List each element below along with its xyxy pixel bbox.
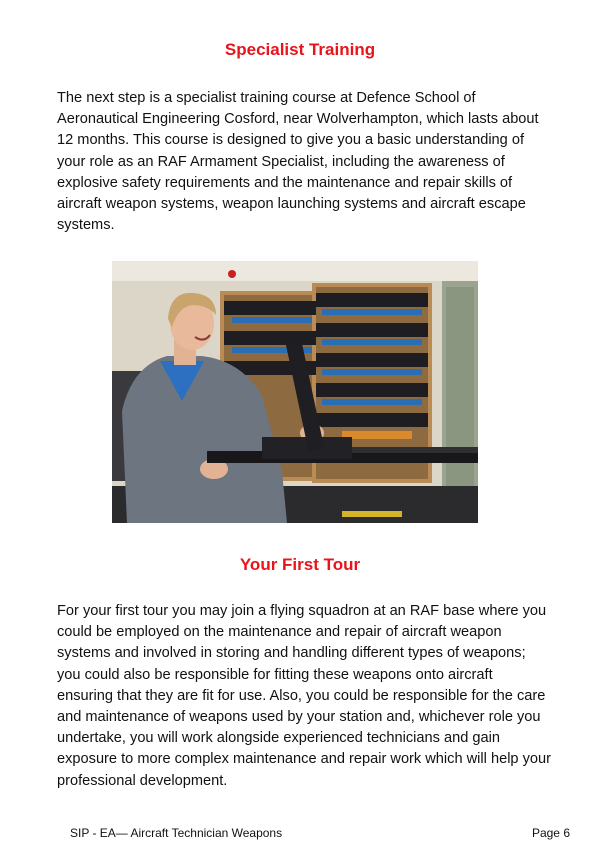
your-first-tour-paragraph: For your first tour you may join a flying squadron at an RAF base where you could be employed on the maintenance and repair of aircraft weapon systems and involved in storing and handling different types of weapons; you could also be responsible for fitting these weapons onto aircraft ensuring that they are fit for use. Also, you could be responsible for the care and maintenance of weapons used by your station and, whichever role you undertake, you will work alongside experienced technicians and gain exposure to more complex maintenance and repair work which will help your professional development. — [57, 603, 551, 789]
your-first-tour-heading: Your First Tour — [239, 555, 361, 574]
specialist-training-heading: Specialist Training — [224, 40, 376, 59]
specialist-training-paragraph: The next step is a specialist training course at Defence School of Aeronautical Engineering Cosford, near Wolverhampton, which lasts about 12 months. This course is designed to give you a basic understanding of your role as an RAF Armament Specialist, including the awareness of explosive safety requirements and the maintenance and repair skills of aircraft weapon systems, weapon launching systems and aircraft escape systems. — [57, 90, 539, 234]
footer-document-title: SIP - EA— Aircraft Technician Weapons — [70, 826, 283, 840]
photo-armament-technician-with-weapon — [112, 261, 478, 523]
footer-page-number: Page 6 — [531, 826, 570, 840]
